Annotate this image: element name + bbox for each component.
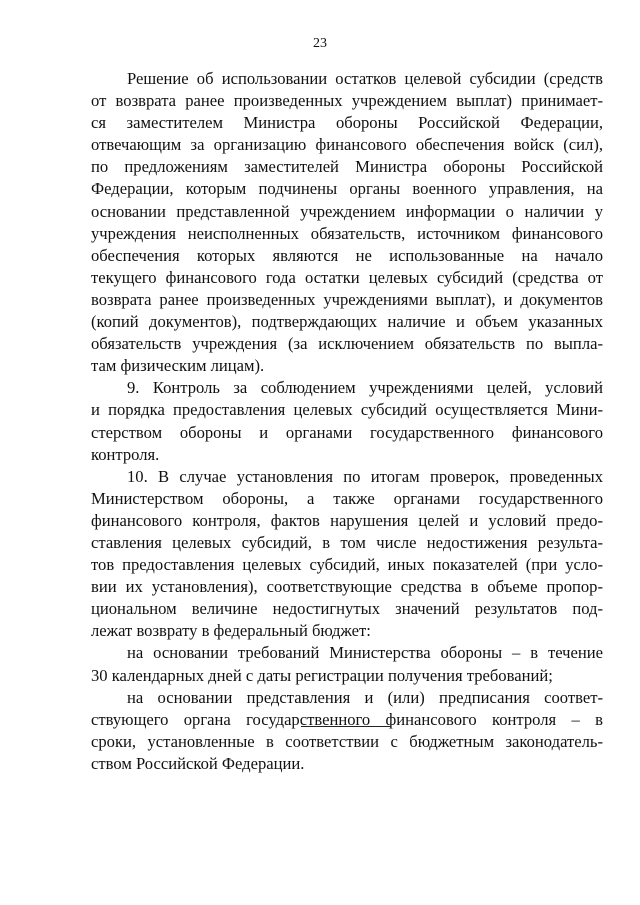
text-line: от возврата ранее произведенных учреждением выплат) принимает-	[91, 91, 603, 111]
text-line: основании представленной учреждением информации о наличии у	[91, 201, 603, 221]
text-line: Решение об использовании остатков целевой субсидии (средств	[127, 69, 603, 88]
paragraph-ministry-requirements	[91, 642, 603, 686]
text-line: тов предоставления целевых субсидий, иных показателей (при усло-	[91, 555, 603, 575]
text-line: вии их установления), соответствующие средства в объеме пропор-	[91, 577, 603, 597]
text-line: обеспечения которых являются не использованные на начало	[91, 245, 603, 265]
text-line: финансового контроля, фактов нарушения целей и условий предо-	[91, 510, 603, 530]
text-line: на основании требований Министерства обороны – в течение	[127, 643, 603, 663]
text-line: (копий документов), подтверждающих наличие и объем указанных	[91, 312, 603, 332]
paragraph-item-9-control	[91, 377, 603, 465]
text-line: лежат возврату в федеральный бюджет:	[91, 621, 371, 641]
text-line: циональном величине недостигнутых значений результатов под-	[91, 599, 603, 619]
text-line: по предложениям заместителей Министра обороны Российской	[91, 157, 603, 177]
text-line: и порядка предоставления целевых субсидий осуществляется Мини-	[91, 400, 603, 420]
text-line: обязательств учреждения (за исключением обязательств по выпла-	[91, 334, 603, 354]
text-line: ставления целевых субсидий, в том числе недостижения результа-	[91, 532, 603, 552]
text-line: на основании представления и (или) предписания соответ-	[127, 687, 603, 707]
paragraph-subsidy-balance-decision	[91, 68, 603, 377]
text-line: Министерством обороны, а также органами государственного	[91, 488, 603, 508]
document-body	[91, 68, 603, 775]
page-number: 23	[313, 36, 327, 51]
text-line: там физическим лицам).	[91, 356, 265, 376]
text-line: учреждения неисполненных обязательств, источником финансового	[91, 223, 603, 243]
text-line: 10. В случае установления по итогам проверок, проведенных	[127, 466, 603, 486]
text-line: 9. Контроль за соблюдением учреждениями целей, условий	[127, 378, 603, 398]
text-line: 30 календарных дней с даты регистрации получения требований;	[91, 665, 553, 685]
text-line: стерством обороны и органами государственного финансового	[91, 422, 603, 442]
paragraph-control-body-orders	[91, 687, 603, 775]
text-line: контроля.	[91, 444, 160, 464]
text-line: отвечающим за организацию финансового обеспечения войск (сил),	[91, 135, 603, 155]
text-line: ством Российской Федерации.	[91, 753, 305, 773]
paragraph-item-10-refund	[91, 466, 603, 643]
text-line: ся заместителем Министра обороны Российской Федерации,	[91, 113, 603, 133]
text-line: текущего финансового года остатки целевых субсидий (средства от	[91, 267, 603, 287]
text-line: Федерации, которым подчинены органы военного управления, на	[91, 179, 603, 199]
end-separator-line	[301, 726, 391, 727]
text-line: ствующего органа государственного финансового контроля – в	[91, 709, 603, 729]
text-line: возврата ранее произведенных учреждениями выплат), и документов	[91, 289, 603, 309]
text-line: сроки, установленные в соответствии с бюджетным законодатель-	[91, 731, 603, 751]
